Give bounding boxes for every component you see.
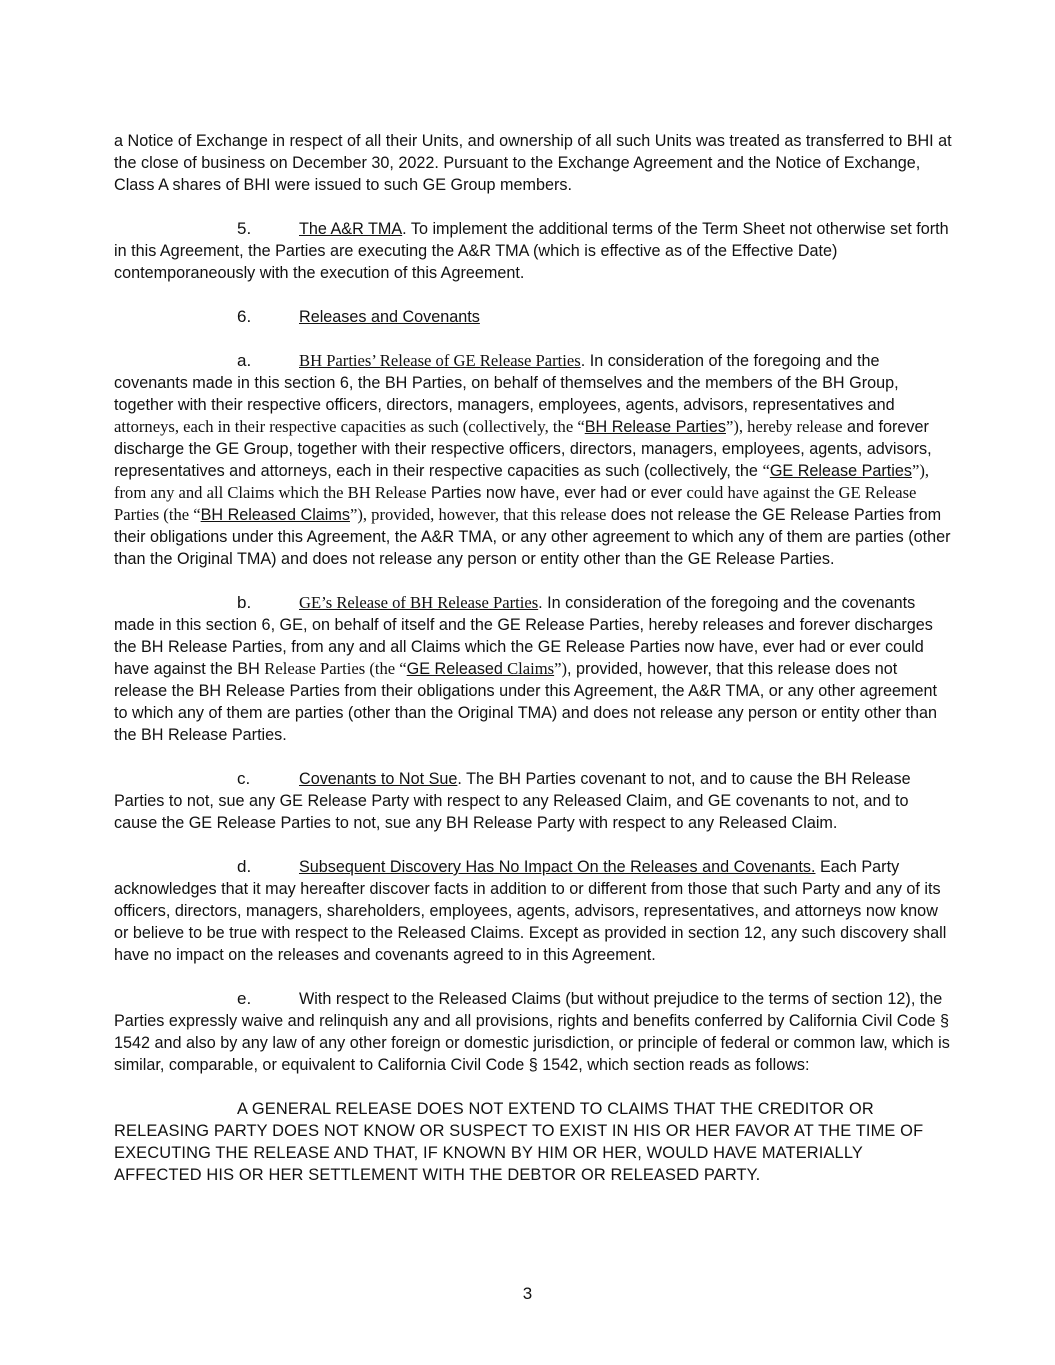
clause-a-title: BH Parties’ Release of GE Release Parties <box>299 351 581 370</box>
page-number: 3 <box>522 1284 533 1303</box>
clause-a-text-2: attorneys, each in their respective capacities as such (collectively, the “ <box>114 417 585 436</box>
clause-a-text-3: ”), hereby release <box>725 417 843 436</box>
clause-a-defined-bh-released-claims: BH Released Claims <box>200 506 350 524</box>
intro-paragraph <box>114 130 954 196</box>
clause-b-text-1: . In consideration of the foregoing and the covenants made in this section 6, GE, on behalf of itself and the GE Release Parties, hereby releases and forever discharges the BH Release Parties, from any and all Claims which the GE Release Parties now have, ever had or ever could have against the BH <box>114 594 933 678</box>
clause-a-text-7: Parties now have, ever had or ever <box>426 484 687 502</box>
clause-b-text-2: Release Parties (the “ <box>264 659 407 678</box>
clause-b-title: GE’s Release of BH Release Parties <box>299 593 539 612</box>
page-body <box>114 130 954 1208</box>
clause-d-paragraph <box>114 856 954 966</box>
clause-a-text-8: could have against the GE Release Parties (the “ <box>114 483 917 524</box>
section-5-number: 5. <box>237 219 252 238</box>
clause-d-number: d. <box>237 857 252 876</box>
clause-a-text-6: ”), from any and all Claims which the BH Release <box>114 461 930 502</box>
clause-a-paragraph <box>114 350 954 570</box>
section-6-number: 6. <box>237 307 252 326</box>
clause-d-text: Each Party acknowledges that it may hereafter discover facts in addition to or different from those that such Party and any of its officers, directors, managers, shareholders, employees, agents, advisors, representatives, and attorneys now know or believe to be true with respect to the Released Claims. Except as provided in section 12, any such discovery shall have no impact on the releases and covenants agreed to in this Agreement. <box>114 858 947 964</box>
clause-a-defined-ge-release-parties: GE Release Parties <box>769 462 912 480</box>
clause-c-number: c. <box>237 769 251 788</box>
clause-c-text: . The BH Parties covenant to not, and to cause the BH Release Parties to not, sue any GE Release Party with respect to any Released Claim, and GE covenants to not, and to cause the GE Release Parties to not, sue any BH Release Party with respect to any Released Claim. <box>114 770 911 832</box>
clause-d-title: Subsequent Discovery Has No Impact On the Releases and Covenants. <box>299 858 816 876</box>
clause-a-text-4: and forever discharge the GE Group, together with their respective officers, directors, managers, employees, agents, advisors, representatives and attorneys, each in their respective capacities as such (collectively, the <box>114 418 932 480</box>
clause-b-text-3: ”) <box>554 659 568 678</box>
section-6-heading <box>114 306 954 328</box>
clause-a-text-1: . In consideration of the foregoing and the covenants made in this section 6, the BH Parties, on behalf of themselves and the members of the BH Group, together with their respective officers, directors, managers, employees, agents, advisors, representatives and <box>114 352 899 414</box>
clause-b-paragraph <box>114 592 954 746</box>
clause-b-number: b. <box>237 593 252 612</box>
clause-b-text-4: , provided, however, that this release does not release the BH Release Parties from their obligations under this Agreement, the A&R TMA, or any other agreement to which any of them are parties (other than the Original TMA) and does not release any person or entity other than the BH Release Parties. <box>114 660 938 744</box>
clause-e-text: With respect to the Released Claims (but without prejudice to the terms of section 12), the Parties expressly waive and relinquish any and all provisions, rights and benefits conferred by California Civil Code § 1542 and also by any law of any other foreign or domestic jurisdiction, or principle of federal or common law, which is similar, comparable, or equivalent to California Civil Code § 1542, which section reads as follows: <box>114 990 950 1074</box>
section-6-title: Releases and Covenants <box>299 308 480 326</box>
clause-a-text-10: does not release the GE Release Parties from their obligations under this Agreement, the A&R TMA, or any other agreement to which any of them are parties (other than the Original TMA) and does not release any person or entity other than the GE Release Parties. <box>114 506 951 568</box>
clause-a-text-9: ”), provided, however, that this release <box>349 505 607 524</box>
civil-code-quotation-text: A GENERAL RELEASE DOES NOT EXTEND TO CLAIMS THAT THE CREDITOR OR RELEASING PARTY DOES NOT KNOW OR SUSPECT TO EXIST IN HIS OR HER FAVOR AT THE TIME OF EXECUTING THE RELEASE AND THAT, IF KNOWN BY HIM OR HER, WOULD HAVE MATERIALLY AFFECTED HIS OR HER SETTLEMENT WITH THE DEBTOR OR RELEASED PARTY. <box>114 1100 924 1184</box>
civil-code-quotation <box>114 1098 954 1186</box>
section-5-text: . To implement the additional terms of the Term Sheet not otherwise set forth in this Agreement, the Parties are executing the A&R TMA (which is effective as of the Effective Date) contemporaneously with the execution of this Agreement. <box>114 220 949 282</box>
clause-c-paragraph <box>114 768 954 834</box>
section-5-paragraph <box>114 218 954 284</box>
clause-a-defined-bh-release-parties: BH Release Parties <box>584 418 726 436</box>
section-5-title: The A&R TMA <box>299 220 403 238</box>
clause-c-title: Covenants to Not Sue <box>299 770 458 788</box>
clause-e-paragraph <box>114 988 954 1076</box>
intro-text: a Notice of Exchange in respect of all their Units, and ownership of all such Units was treated as transferred to BHI at the close of business on December 30, 2022. Pursuant to the Exchange Agreement and the Notice of Exchange, Class A shares of BHI were issued to such GE Group members. <box>114 132 952 194</box>
clause-b-defined-claims: Claims <box>502 659 555 678</box>
clause-e-number: e. <box>237 989 252 1008</box>
clause-b-defined-ge-released: GE Released <box>406 660 503 678</box>
clause-a-text-5: “ <box>762 461 770 480</box>
clause-a-number: a. <box>237 351 252 370</box>
